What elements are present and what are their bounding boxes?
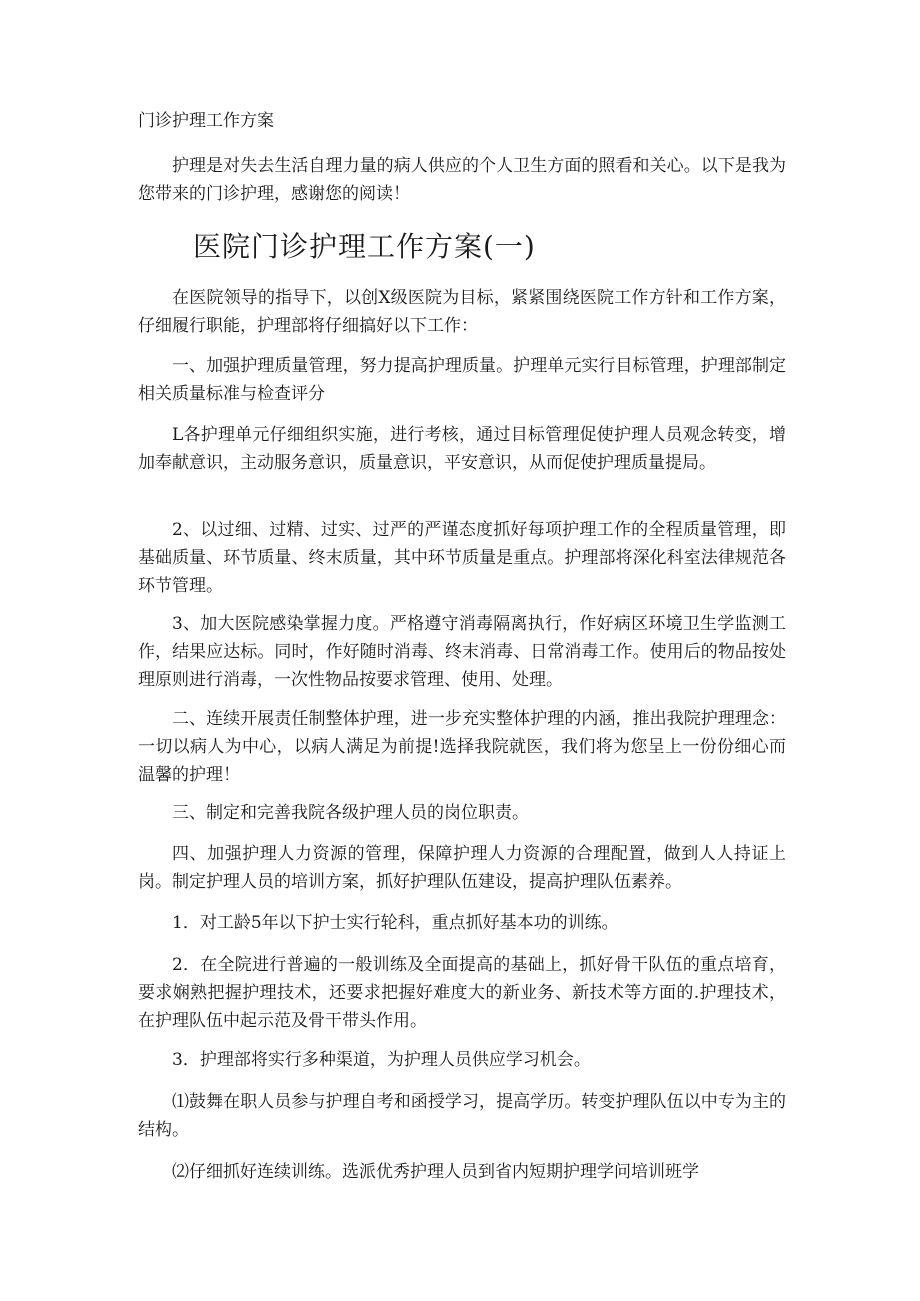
paragraph-1: 在医院领导的指导下，以创X级医院为目标，紧紧围绕医院工作方针和工作方案，仔细履行职能，护理部将仔细搞好以下工作： xyxy=(138,288,786,336)
section-heading: 医院门诊护理工作方案(一) xyxy=(193,230,536,263)
paragraph-2: 一、加强护理质量管理，努力提高护理质量。护理单元实行目标管理，护理部制定相关质量标准与检查评分 xyxy=(138,356,786,404)
paragraph-9: 1．对工龄5年以下护士实行轮科，重点抓好基本功的训练。 xyxy=(172,913,619,933)
paragraph-6: 二、连续开展责任制整体护理，进一步充实整体护理的内涵，推出我院护理理念：一切以病人为中心，以病人满足为前提!选择我院就医，我们将为您呈上一份份细心而温馨的护理！ xyxy=(138,709,786,785)
paragraph-4: 2、以过细、过精、过实、过严的严谨态度抓好每项护理工作的全程质量管理，即基础质量、环节质量、终末质量，其中环节质量是重点。护理部将深化科室法律规范各环节管理。 xyxy=(138,520,786,596)
paragraph-12: ⑴鼓舞在职人员参与护理自考和函授学习，提高学历。转变护理队伍以中专为主的结构。 xyxy=(138,1092,786,1140)
paragraph-10: 2．在全院进行普遍的一般训练及全面提高的基础上，抓好骨干队伍的重点培育，要求娴熟把握护理技术，还要求把握好难度大的新业务、新技术等方面的.护理技术，在护理队伍中起示范及骨干带头作用。 xyxy=(138,955,786,1031)
paragraph-5: 3、加大医院感染掌握力度。严格遵守消毒隔离执行，作好病区环境卫生学监测工作，结果应达标。同时，作好随时消毒、终末消毒、日常消毒工作。使用后的物品按处理原则进行消毒，一次性物品按要求管理、使用、处理。 xyxy=(138,614,786,690)
paragraph-8: 四、加强护理人力资源的管理，保障护理人力资源的合理配置，做到人人持证上岗。制定护理人员的培训方案，抓好护理队伍建设，提高护理队伍素养。 xyxy=(138,844,786,892)
paragraph-3: L各护理单元仔细组织实施，进行考核，通过目标管理促使护理人员观念转变，增加奉献意识，主动服务意识，质量意识，平安意识，从而促使护理质量提局。 xyxy=(138,425,786,473)
document-title: 门诊护理工作方案 xyxy=(138,111,274,131)
paragraph-13: ⑵仔细抓好连续训练。选派优秀护理人员到省内短期护理学问培训班学 xyxy=(172,1162,699,1182)
intro-paragraph: 护理是对失去生活自理力量的病人供应的个人卫生方面的照看和关心。以下是我为您带来的门诊护理，感谢您的阅读！ xyxy=(138,156,786,204)
paragraph-11: 3．护理部将实行多种渠道，为护理人员供应学习机会。 xyxy=(172,1050,591,1070)
paragraph-7: 三、制定和完善我院各级护理人员的岗位职责。 xyxy=(172,803,529,823)
